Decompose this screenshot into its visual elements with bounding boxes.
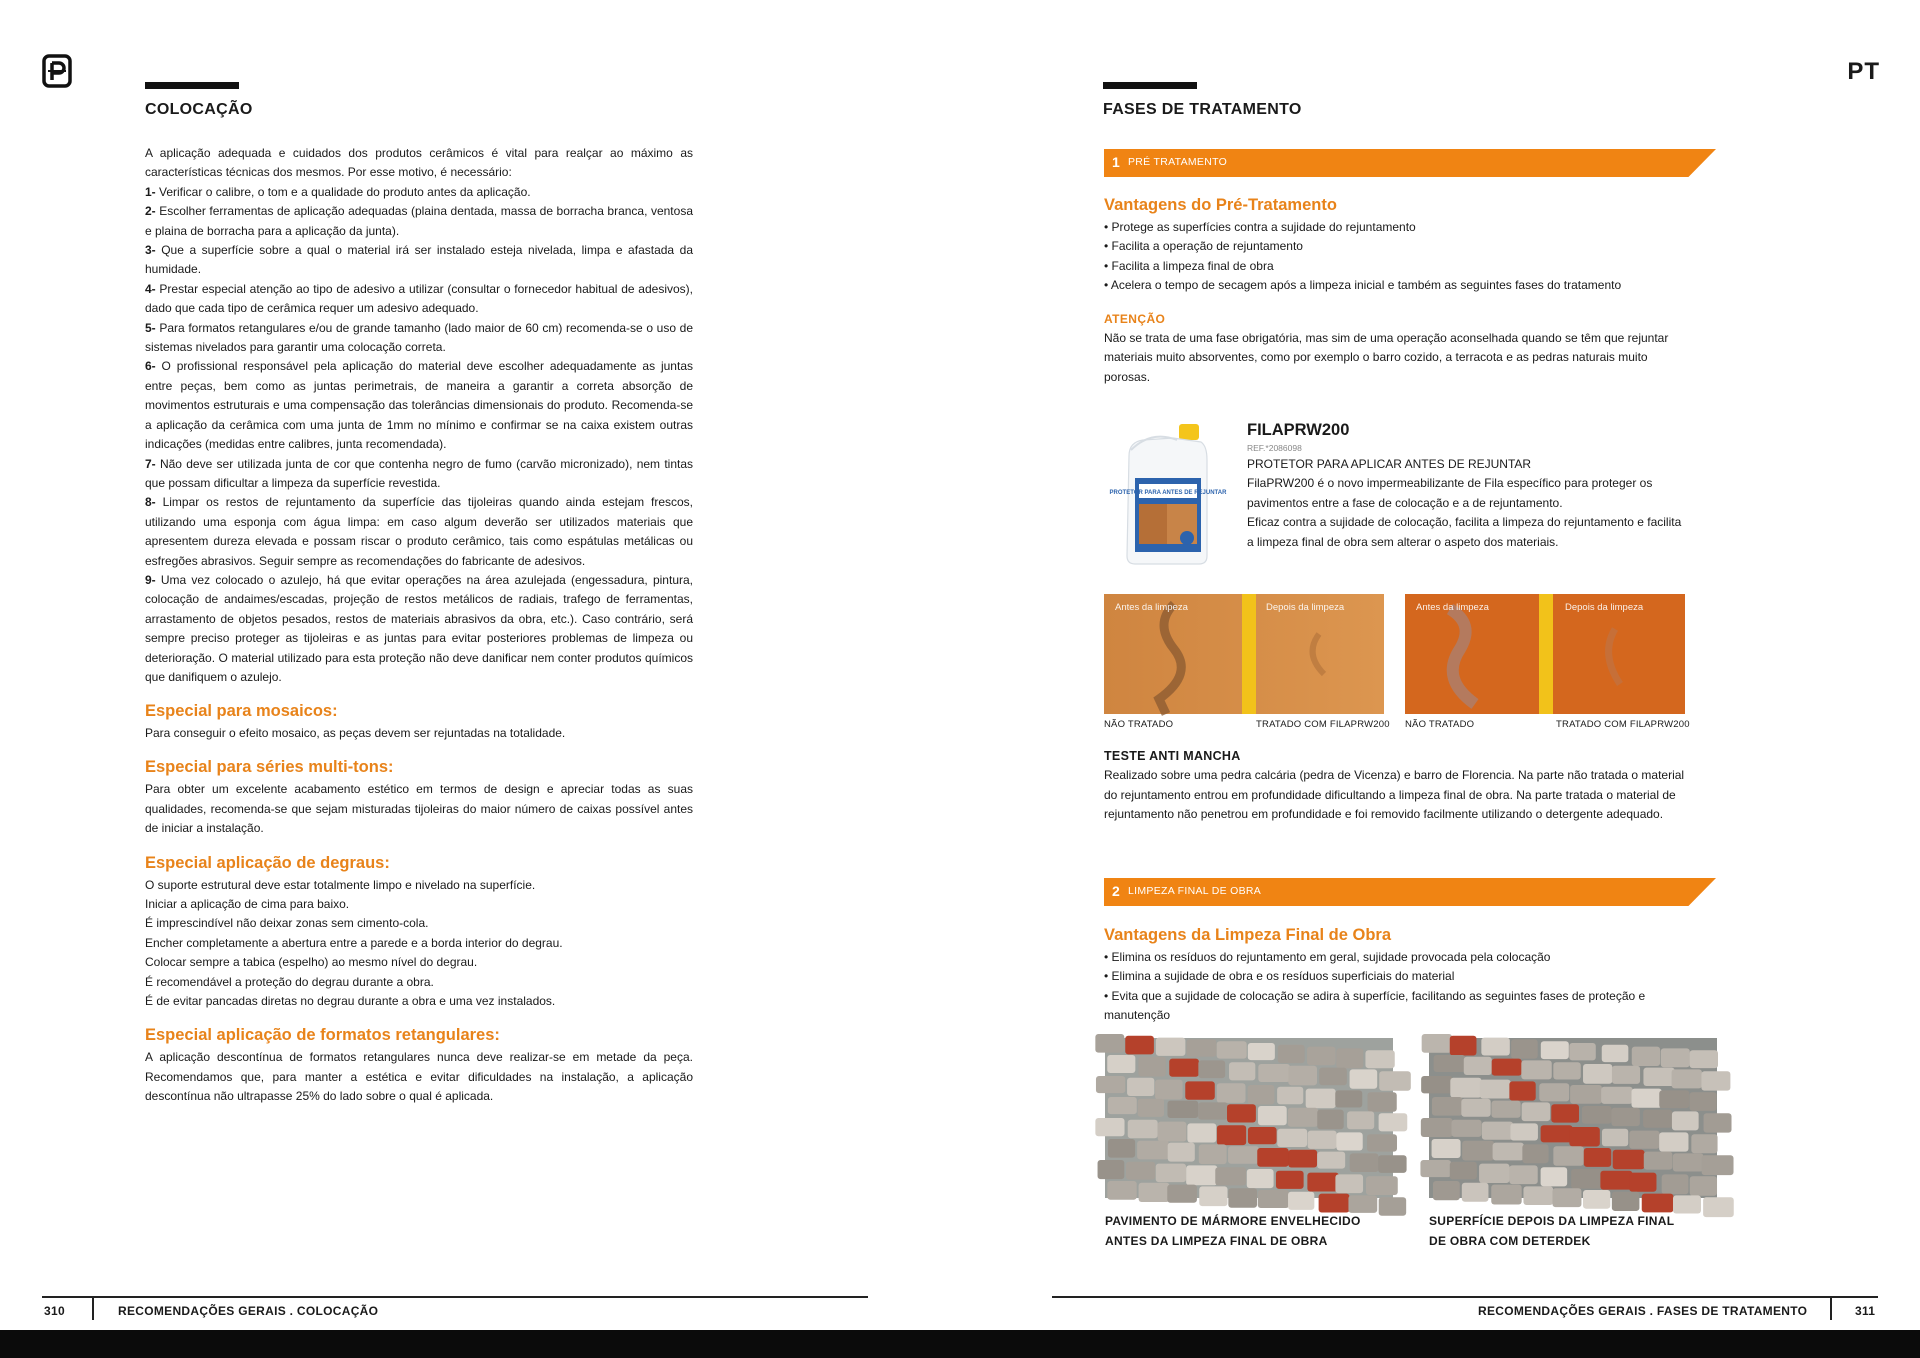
degraus-line: Iniciar a aplicação de cima para baixo. (145, 897, 350, 912)
special-sections (145, 700, 693, 1107)
item-number: 1- (145, 184, 156, 199)
before-label: Antes da limpeza (1115, 602, 1188, 613)
atencao-text: Não se trata de uma fase obrigatória, mas sim de uma operação aconselhada quando se têm que rejuntar materiais muito absorventes, como por exemplo o barro cozido, a terracota e as pedras naturais muito porosas. (1104, 331, 1669, 384)
photo-marble-before (1105, 1038, 1393, 1198)
photo-marble-after (1429, 1038, 1717, 1198)
footer-divider (92, 1298, 94, 1320)
item-number: 8- (145, 495, 156, 510)
caption-untreated: NÃO TRATADO (1405, 719, 1475, 730)
item-number: 5- (145, 320, 156, 335)
retangulares-heading: Especial aplicação de formatos retangulares: (145, 1026, 500, 1045)
caption-line: DE OBRA COM DETERDEK (1429, 1233, 1591, 1248)
product-bottle-image (1109, 420, 1227, 566)
footer-label: RECOMENDAÇÕES GERAIS . FASES DE TRATAMENTO (1478, 1304, 1808, 1318)
instruction-item (145, 357, 693, 454)
degraus-line: Encher completamente a abertura entre a parede e a borda interior do degrau. (145, 935, 563, 950)
language-label: PT (1847, 58, 1880, 85)
bullet-item: • Protege as superfícies contra a sujidade do rejuntamento (1104, 220, 1416, 234)
intro-text: A aplicação adequada e cuidados dos produtos cerâmicos é vital para realçar ao máximo as características técnicas dos mesmos. Por esse motivo, é necessário: (145, 146, 693, 180)
before-label: Antes da limpeza (1416, 602, 1489, 613)
multitons-heading: Especial para séries multi-tons: (145, 758, 394, 777)
left-page (0, 0, 960, 1330)
caption-treated: TRATADO COM FILAPRW200 (1556, 719, 1690, 730)
degraus-line: É recomendável a proteção do degrau durante a obra. (145, 974, 434, 989)
bottom-bar (0, 1330, 1920, 1358)
phase1-bullets (1104, 218, 1694, 296)
caption-line: ANTES DA LIMPEZA FINAL DE OBRA (1105, 1233, 1328, 1248)
instruction-item (145, 571, 693, 687)
degraus-line: É imprescindível não deixar zonas sem cimento-cola. (145, 916, 429, 931)
instruction-list (145, 183, 693, 688)
product-info (1247, 419, 1687, 552)
instruction-item (145, 241, 693, 280)
page-number: 311 (1855, 1304, 1876, 1318)
instruction-item (145, 202, 693, 241)
product-desc-1: FilaPRW200 é o novo impermeabilizante de Fila específico para proteger os pavimentos entre a fase de colocação e a de rejuntamento. (1247, 476, 1653, 510)
page-number: 310 (44, 1304, 65, 1318)
phase-number: 2 (1112, 883, 1120, 899)
phase-label: PRÉ TRATAMENTO (1128, 156, 1228, 168)
product-name: FILAPRW200 (1247, 421, 1350, 439)
test-photo-terracotta (1405, 594, 1685, 714)
degraus-line: É de evitar pancadas diretas no degrau durante a obra e uma vez instalados. (145, 994, 556, 1009)
bullet-item: • Facilita a operação de rejuntamento (1104, 239, 1303, 254)
item-number: 3- (145, 243, 156, 258)
footer-divider (1830, 1298, 1832, 1320)
atencao-heading: ATENÇÃO (1104, 311, 1166, 326)
phase1-content (1104, 194, 1694, 387)
phase-number: 1 (1112, 154, 1120, 170)
instruction-item (145, 455, 693, 494)
bullet-item: • Elimina a sujidade de obra e os resíduos superficiais do material (1104, 969, 1455, 984)
photo-caption-left (1105, 1212, 1361, 1251)
product-ref: REF.*2086098 (1247, 443, 1302, 453)
bullet-item: • Acelera o tempo de secagem após a limpeza inicial e também as seguintes fases do tratamento (1104, 278, 1622, 293)
phase-label: LIMPEZA FINAL DE OBRA (1128, 885, 1262, 897)
mosaicos-text: Para conseguir o efeito mosaico, as peças devem ser rejuntadas na totalidade. (145, 726, 566, 740)
phase2-heading: Vantagens da Limpeza Final de Obra (1104, 926, 1391, 944)
item-text: Que a superfície sobre a qual o material irá ser instalado esteja nivelada, limpa e afastada da humidade. (145, 243, 693, 277)
item-text: Prestar especial atenção ao tipo de adesivo a utilizar (consultar o fornecedor habitual de adesivos), dado que cada tipo de cerâmica requer um adesivo adequado. (145, 281, 693, 316)
item-number: 9- (145, 572, 156, 587)
item-text: O profissional responsável pela aplicação do material deve escolher adequadamente as juntas entre peças, bem como as juntas perimetrais, de maneira a garantir a correta absorção de movimentos estruturais e uma compensação das tolerâncias dimensionais do produto. Recomenda-se a aplicação da cerâmica com uma junta de 1mm no mínimo e confirmar se na caixa existem outras indicações (medidas entre calibres, junta recomendada). (145, 359, 693, 452)
product-subtitle: PROTETOR PARA APLICAR ANTES DE REJUNTAR (1247, 457, 1532, 471)
item-number: 7- (145, 456, 156, 471)
colocacao-body (145, 144, 693, 687)
teste-text: Realizado sobre uma pedra calcária (pedra de Vicenza) e barro de Florencia. Na parte não tratada o material do rejuntamento entrou em profundidade dificultando a limpeza final de obra. Na parte tratada o material de rejuntamento não penetrou em profundidade e foi removido facilmente utilizando o detergente adequado. (1104, 768, 1685, 822)
teste-heading: TESTE ANTI MANCHA (1104, 749, 1241, 763)
caption-treated: TRATADO COM FILAPRW200 (1256, 719, 1390, 730)
instruction-item (145, 183, 693, 202)
item-text: Não deve ser utilizada junta de cor que contenha negro de fumo (carvão micronizado), nem tintas que possam dificultar a limpeza da superfície revestida. (145, 456, 693, 490)
degraus-line: Colocar sempre a tabica (espelho) ao mesmo nível do degrau. (145, 955, 478, 970)
page-title: FASES DE TRATAMENTO (1103, 101, 1302, 118)
bullet-item: • Evita que a sujidade de colocação se adira à superfície, facilitando as seguintes fases de proteção e manutenção (1104, 988, 1646, 1023)
teste-section (1104, 747, 1690, 825)
caption-line: PAVIMENTO DE MÁRMORE ENVELHECIDO (1105, 1214, 1361, 1228)
item-number: 6- (145, 359, 156, 374)
phase2-bullets (1104, 948, 1694, 1026)
phase1-heading: Vantagens do Pré-Tratamento (1104, 196, 1337, 214)
instruction-item (145, 280, 693, 319)
footer-line (42, 1296, 868, 1298)
title-rule (1103, 82, 1197, 89)
item-text: Uma vez colocado o azulejo, há que evitar operações na área azulejada (engessadura, pintura, colocação de andaimes/escadas, projeção de restos metálicos de radiais, trafego de ferramentas, arrastamento de objetos pesados, restos de materiais abrasivos da obra, etc.). Caso contrário, será sempre preciso proteger as tijoleiras e as juntas para evitar posteriores problemas de limpeza ou deterioração. O material utilizado para esta proteção não deve danificar nem conter produtos químicos que danifiquem o azulejo. (145, 572, 693, 684)
after-label: Depois da limpeza (1266, 602, 1345, 613)
test-photo-stone (1104, 594, 1384, 714)
product-desc-2: Eficaz contra a sujidade de colocação, facilita a limpeza do rejuntamento e facilita a limpeza final de obra sem alterar o aspeto dos materiais. (1247, 515, 1682, 549)
degraus-list (145, 876, 693, 1012)
mosaicos-heading: Especial para mosaicos: (145, 702, 338, 720)
degraus-line: O suporte estrutural deve estar totalmente limpo e nivelado na superfície. (145, 877, 536, 892)
phase2-content (1104, 924, 1694, 1026)
page-title: COLOCAÇÃO (145, 101, 253, 118)
item-text: Limpar os restos de rejuntamento da superfície das tijoleiras quando ainda estejam frescos, utilizando uma esponja com água limpa: em caso algum deverão ser utilizados materiais que apresentem dureza elevada e possam riscar o produto cerâmico, tais como espátulas metálicas ou esfregões abrasivos. Seguir sempre as recomendações do fabricante de adesivos. (145, 495, 693, 568)
title-rule (145, 82, 239, 89)
instruction-item (145, 493, 693, 571)
photo-caption-right (1429, 1212, 1674, 1251)
bottle-label-text: PROTETOR PARA ANTES DE REJUNTAR (1109, 490, 1227, 496)
degraus-heading: Especial aplicação de degraus: (145, 853, 390, 872)
item-text: Escolher ferramentas de aplicação adequadas (plaina dentada, massa de borracha branca, ventosa e plaina de borracha para a aplicação da junta). (145, 204, 693, 238)
footer-line (1052, 1296, 1878, 1298)
brand-logo-icon (42, 54, 72, 88)
item-number: 2- (145, 204, 156, 219)
bullet-item: • Elimina os resíduos do rejuntamento em geral, sujidade provocada pela colocação (1104, 950, 1551, 964)
instruction-item (145, 319, 693, 358)
phase-banner-2 (1104, 878, 1716, 906)
caption-line: SUPERFÍCIE DEPOIS DA LIMPEZA FINAL (1429, 1214, 1675, 1228)
item-number: 4- (145, 281, 156, 296)
caption-untreated: NÃO TRATADO (1104, 719, 1174, 730)
item-text: Para formatos retangulares e/ou de grande tamanho (lado maior de 60 cm) recomenda-se o uso de sistemas nivelados para garantir uma colocação correta. (145, 320, 693, 355)
retangulares-text: A aplicação descontínua de formatos retangulares nunca deve realizar-se em metade da peça. Recomendamos que, para manter a estética e evitar dificuldades na instalação, a aplicação descontínua não ultrapasse 25% do lado sobre o qual é aplicada. (145, 1050, 693, 1104)
multitons-text: Para obter um excelente acabamento estético em termos de design e apreciar todas as suas qualidades, recomenda-se que sejam misturadas tijoleiras do maior número de caixas possível antes de iniciar a instalação. (145, 782, 693, 836)
item-text: Verificar o calibre, o tom e a qualidade do produto antes da aplicação. (155, 184, 531, 199)
after-label: Depois da limpeza (1565, 602, 1644, 613)
phase-banner-1 (1104, 149, 1716, 177)
bullet-item: • Facilita a limpeza final de obra (1104, 258, 1274, 273)
footer-label: RECOMENDAÇÕES GERAIS . COLOCAÇÃO (118, 1304, 379, 1318)
